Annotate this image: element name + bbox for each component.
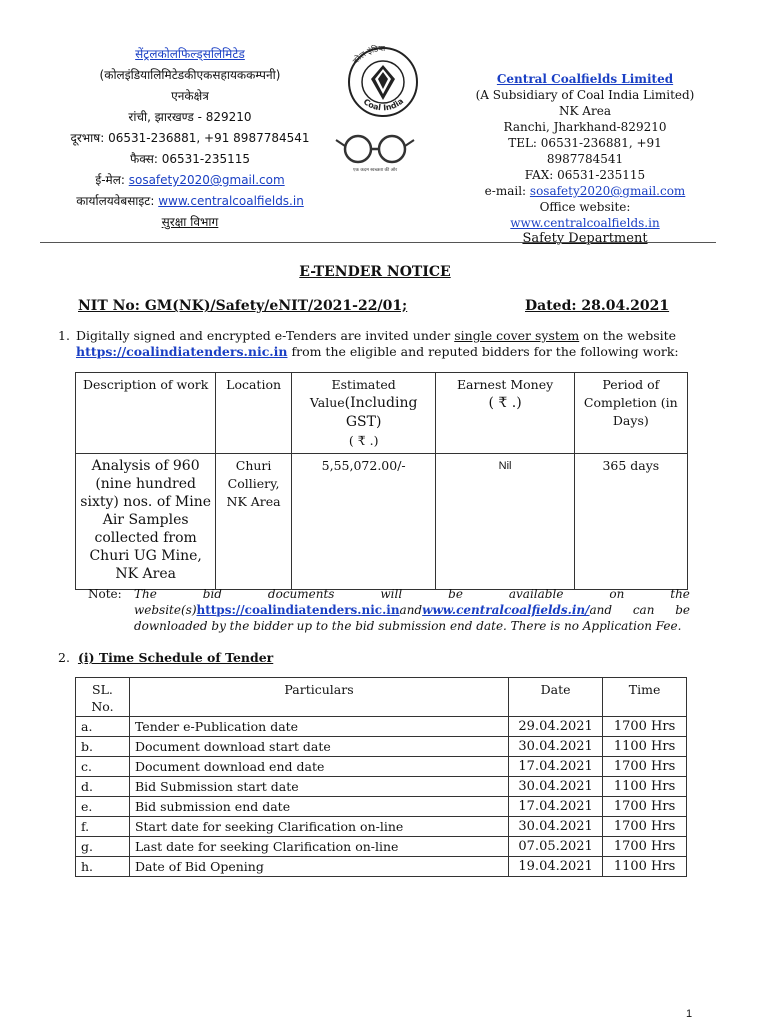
row-date: 30.04.2021 bbox=[509, 817, 603, 837]
row-date: 30.04.2021 bbox=[509, 777, 603, 797]
row-particulars: Bid Submission start date bbox=[129, 777, 508, 797]
email-line: e-mail: sosafety2020@gmail.com bbox=[484, 184, 686, 198]
work-table-header bbox=[76, 373, 688, 454]
row-sl: a. bbox=[76, 717, 130, 737]
schedule-header bbox=[76, 678, 687, 717]
table-row bbox=[76, 837, 687, 857]
page-number: 1 bbox=[686, 1008, 693, 1020]
time-schedule-table bbox=[75, 677, 687, 877]
subsidiary-text: (A Subsidiary of Coal India Limited) bbox=[475, 88, 695, 102]
tel-text: TEL: 06531-236881, +91 8987784541 bbox=[508, 136, 662, 166]
note-block: Note: The bid documents will be available on the website(s)https://coalindiatenders.nic.inandwww.centralcoalfields.in/and can be downloaded by the bidder up to the bid submission end date. There is no Application Fee. bbox=[88, 587, 690, 633]
email-link-english[interactable]: sosafety2020@gmail.com bbox=[529, 184, 686, 198]
row-particulars: Date of Bid Opening bbox=[129, 857, 508, 877]
logo-text-bottom: Coal India bbox=[361, 96, 406, 113]
time-schedule-heading: (i) Time Schedule of Tender bbox=[77, 650, 274, 665]
col-sl: SL. No. bbox=[76, 678, 130, 717]
table-row bbox=[76, 797, 687, 817]
row-particulars: Document download end date bbox=[129, 757, 508, 777]
row-particulars: Tender e-Publication date bbox=[129, 717, 508, 737]
email-hindi: ई-मेल: sosafety2020@gmail.com bbox=[95, 173, 285, 187]
row-date: 17.04.2021 bbox=[509, 757, 603, 777]
paragraph-number: 1. bbox=[58, 328, 70, 343]
row-sl: e. bbox=[76, 797, 130, 817]
work-location: Churi Colliery, NK Area bbox=[216, 454, 292, 590]
row-particulars: Bid submission end date bbox=[129, 797, 508, 817]
completion-period: 365 days bbox=[574, 454, 687, 590]
subsidiary-hindi: (कोलइंडियालिमिटेडकीएकसहायककम्पनी) bbox=[99, 68, 281, 82]
row-time: 1700 Hrs bbox=[603, 717, 687, 737]
table-row bbox=[76, 737, 687, 757]
area-text: NK Area bbox=[559, 104, 611, 118]
notice-title: E-TENDER NOTICE bbox=[299, 264, 451, 280]
note-label: Note: bbox=[88, 587, 122, 601]
col-period: Period of Completion (in Days) bbox=[574, 373, 687, 454]
fax-hindi: फैक्स: 06531-235115 bbox=[129, 152, 250, 166]
org-name-hindi: सेंट्रलकोलफिल्ड्सलिमिटेड bbox=[135, 47, 245, 61]
table-row bbox=[76, 717, 687, 737]
address-hindi: रांची, झारखण्ड - 829210 bbox=[128, 110, 252, 124]
row-date: 29.04.2021 bbox=[509, 717, 603, 737]
area-hindi: एनकेक्षेत्र bbox=[171, 89, 209, 103]
row-sl: b. bbox=[76, 737, 130, 757]
nit-number: NIT No: GM(NK)/Safety/eNIT/2021-22/01; bbox=[78, 298, 408, 314]
row-date: 19.04.2021 bbox=[509, 857, 603, 877]
header-divider bbox=[40, 242, 716, 243]
department-hindi: सुरक्षा विभाग bbox=[161, 215, 219, 229]
col-earnest-money: Earnest Money ( ₹ .) bbox=[436, 373, 574, 454]
table-row bbox=[76, 857, 687, 877]
tender-portal-link[interactable]: https://coalindiatenders.nic.in bbox=[76, 344, 288, 359]
row-time: 1700 Hrs bbox=[603, 797, 687, 817]
coal-india-logo bbox=[340, 42, 426, 118]
table-row bbox=[76, 777, 687, 797]
earnest-money: Nil bbox=[436, 454, 574, 590]
row-sl: h. bbox=[76, 857, 130, 877]
work-table bbox=[75, 372, 688, 590]
company-name: Central Coalfields Limited bbox=[496, 72, 674, 86]
letterhead-english bbox=[470, 71, 700, 247]
row-time: 1700 Hrs bbox=[603, 837, 687, 857]
fax-text: FAX: 06531-235115 bbox=[524, 168, 646, 182]
phone-hindi: दूरभाष: 06531-236881, +91 8987784541 bbox=[70, 131, 310, 145]
single-cover-text: single cover system bbox=[454, 328, 580, 343]
row-particulars: Document download start date bbox=[129, 737, 508, 757]
table-row bbox=[76, 817, 687, 837]
row-time: 1100 Hrs bbox=[603, 777, 687, 797]
section-2-heading: 2. (i) Time Schedule of Tender bbox=[58, 650, 274, 665]
website-hindi: कार्यालयवेबसाइट: www.centralcoalfields.in bbox=[76, 194, 304, 208]
emblem-caption: एक कदम स्वच्छता की ओर bbox=[352, 168, 398, 173]
letterhead-hindi bbox=[40, 44, 340, 233]
note-tender-link[interactable]: https://coalindiatenders.nic.in bbox=[196, 603, 400, 617]
email-link[interactable]: sosafety2020@gmail.com bbox=[128, 173, 285, 187]
col-date: Date bbox=[509, 678, 603, 717]
swachh-bharat-emblem bbox=[332, 132, 418, 174]
row-particulars: Last date for seeking Clarification on-line bbox=[129, 837, 508, 857]
row-sl: f. bbox=[76, 817, 130, 837]
address-text: Ranchi, Jharkhand-829210 bbox=[503, 120, 667, 134]
logo-text-top: कोल इंडिया bbox=[351, 43, 386, 66]
table-row bbox=[76, 454, 688, 590]
col-estimated-value: Estimated Value(Including GST) ( ₹ .) bbox=[291, 373, 436, 454]
row-time: 1700 Hrs bbox=[603, 757, 687, 777]
col-description: Description of work bbox=[76, 373, 216, 454]
row-sl: c. bbox=[76, 757, 130, 777]
schedule-body bbox=[76, 717, 687, 877]
row-sl: d. bbox=[76, 777, 130, 797]
note-website-link[interactable]: www.centralcoalfields.in/ bbox=[422, 603, 590, 617]
row-date: 17.04.2021 bbox=[509, 797, 603, 817]
website-link[interactable]: www.centralcoalfields.in bbox=[158, 194, 304, 208]
paragraph-1: 1. Digitally signed and encrypted e-Tenders are invited under single cover system on the website https://coalindiatenders.nic.in from the eligible and reputed bidders for the following work: bbox=[58, 328, 679, 359]
work-description: Analysis of 960 (nine hundred sixty) nos. of Mine Air Samples collected from Churi UG Mine, NK Area bbox=[76, 454, 216, 590]
col-time: Time bbox=[603, 678, 687, 717]
col-particulars: Particulars bbox=[129, 678, 508, 717]
table-row bbox=[76, 757, 687, 777]
col-location: Location bbox=[216, 373, 292, 454]
row-date: 07.05.2021 bbox=[509, 837, 603, 857]
website-line: Office website: www.centralcoalfields.in bbox=[510, 200, 660, 230]
estimated-value: 5,55,072.00/- bbox=[291, 454, 436, 590]
row-time: 1700 Hrs bbox=[603, 817, 687, 837]
notice-date: Dated: 28.04.2021 bbox=[525, 298, 670, 314]
svg-text:कोल इंडिया bbox=[350, 43, 386, 66]
department-text: Safety Department bbox=[522, 231, 648, 246]
website-link-english[interactable]: www.centralcoalfields.in bbox=[510, 216, 660, 230]
row-time: 1100 Hrs bbox=[603, 857, 687, 877]
row-time: 1100 Hrs bbox=[603, 737, 687, 757]
row-particulars: Start date for seeking Clarification on-line bbox=[129, 817, 508, 837]
row-date: 30.04.2021 bbox=[509, 737, 603, 757]
row-sl: g. bbox=[76, 837, 130, 857]
